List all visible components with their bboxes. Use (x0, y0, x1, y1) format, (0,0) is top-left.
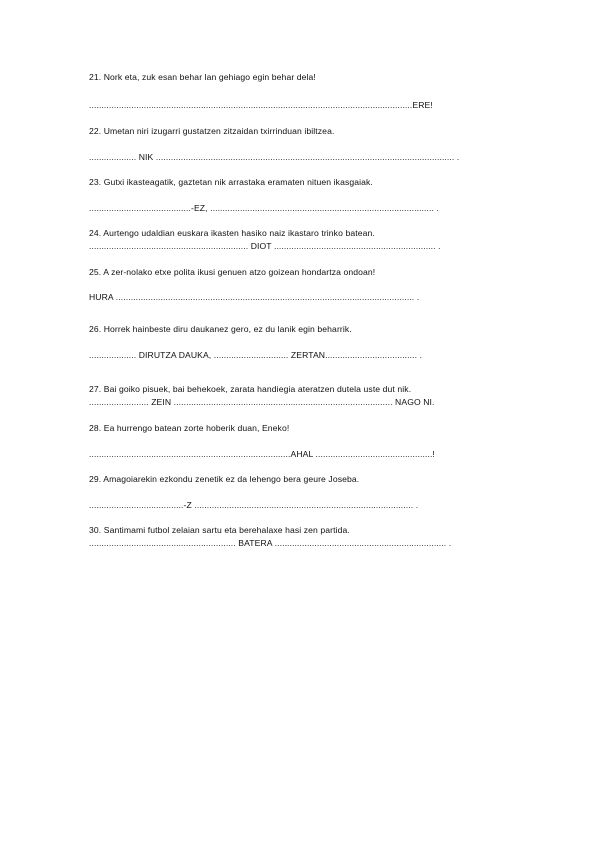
exercise-22-prompt: 22. Umetan niri izugarri gustatzen zitzaidan txirrinduan ibiltzea. (89, 126, 335, 136)
exercise-23-answer-line: .........................................-EZ, .......................................................................................... . (89, 203, 439, 213)
exercise-26-answer-line: ................... DIRUTZA DAUKA, .............................. ZERTAN..................................... . (89, 350, 423, 360)
exercise-29-answer-line: ......................................-Z ........................................................................................ . (89, 500, 419, 510)
exercise-21-prompt: 21. Nork eta, zuk esan behar lan gehiago egin behar dela! (89, 72, 316, 82)
exercise-22-answer-line: ................... NIK ........................................................................................................................ . (89, 152, 460, 162)
exercise-23-prompt: 23. Gutxi ikasteagatik, gaztetan nik arrastaka eramaten nituen ikasgaiak. (89, 177, 373, 187)
exercise-21-answer-line: ..................................................................................................................................ERE! (89, 100, 433, 110)
exercise-27-prompt: 27. Bai goiko pisuek, bai behekoek, zarata handiegia ateratzen dutela uste dut nik. (89, 384, 412, 394)
exercise-24-prompt: 24. Aurtengo udaldian euskara ikasten hasiko naiz ikastaro trinko batean. (89, 228, 375, 238)
exercise-25-answer-line: HURA ........................................................................................................................ . (89, 292, 420, 302)
exercise-30-answer-line: ........................................................... BATERA ..................................................................... . (89, 538, 452, 548)
exercise-29-prompt: 29. Amagoiarekin ezkondu zenetik ez da lehengo bera geure Joseba. (89, 474, 360, 484)
exercise-27-answer-line: ........................ ZEIN ........................................................................................ NAGO NI. (89, 397, 435, 407)
exercise-28-prompt: 28. Ea hurrengo batean zorte hoberik duan, Eneko! (89, 423, 290, 433)
exercise-26-prompt: 26. Horrek hainbeste diru daukanez gero, ez du lanik egin beharrik. (89, 324, 352, 334)
exercise-30-prompt: 30. Santimami futbol zelaian sartu eta berehalaxe hasi zen partida. (89, 525, 350, 535)
exercise-25-prompt: 25. A zer-nolako etxe polita ikusi genuen atzo goizean hondartza ondoan! (89, 267, 376, 277)
exercise-28-answer-line: .................................................................................AHAL ...............................................! (89, 449, 435, 459)
exercise-24-answer-line: ................................................................ DIOT ................................................................. . (89, 241, 441, 251)
